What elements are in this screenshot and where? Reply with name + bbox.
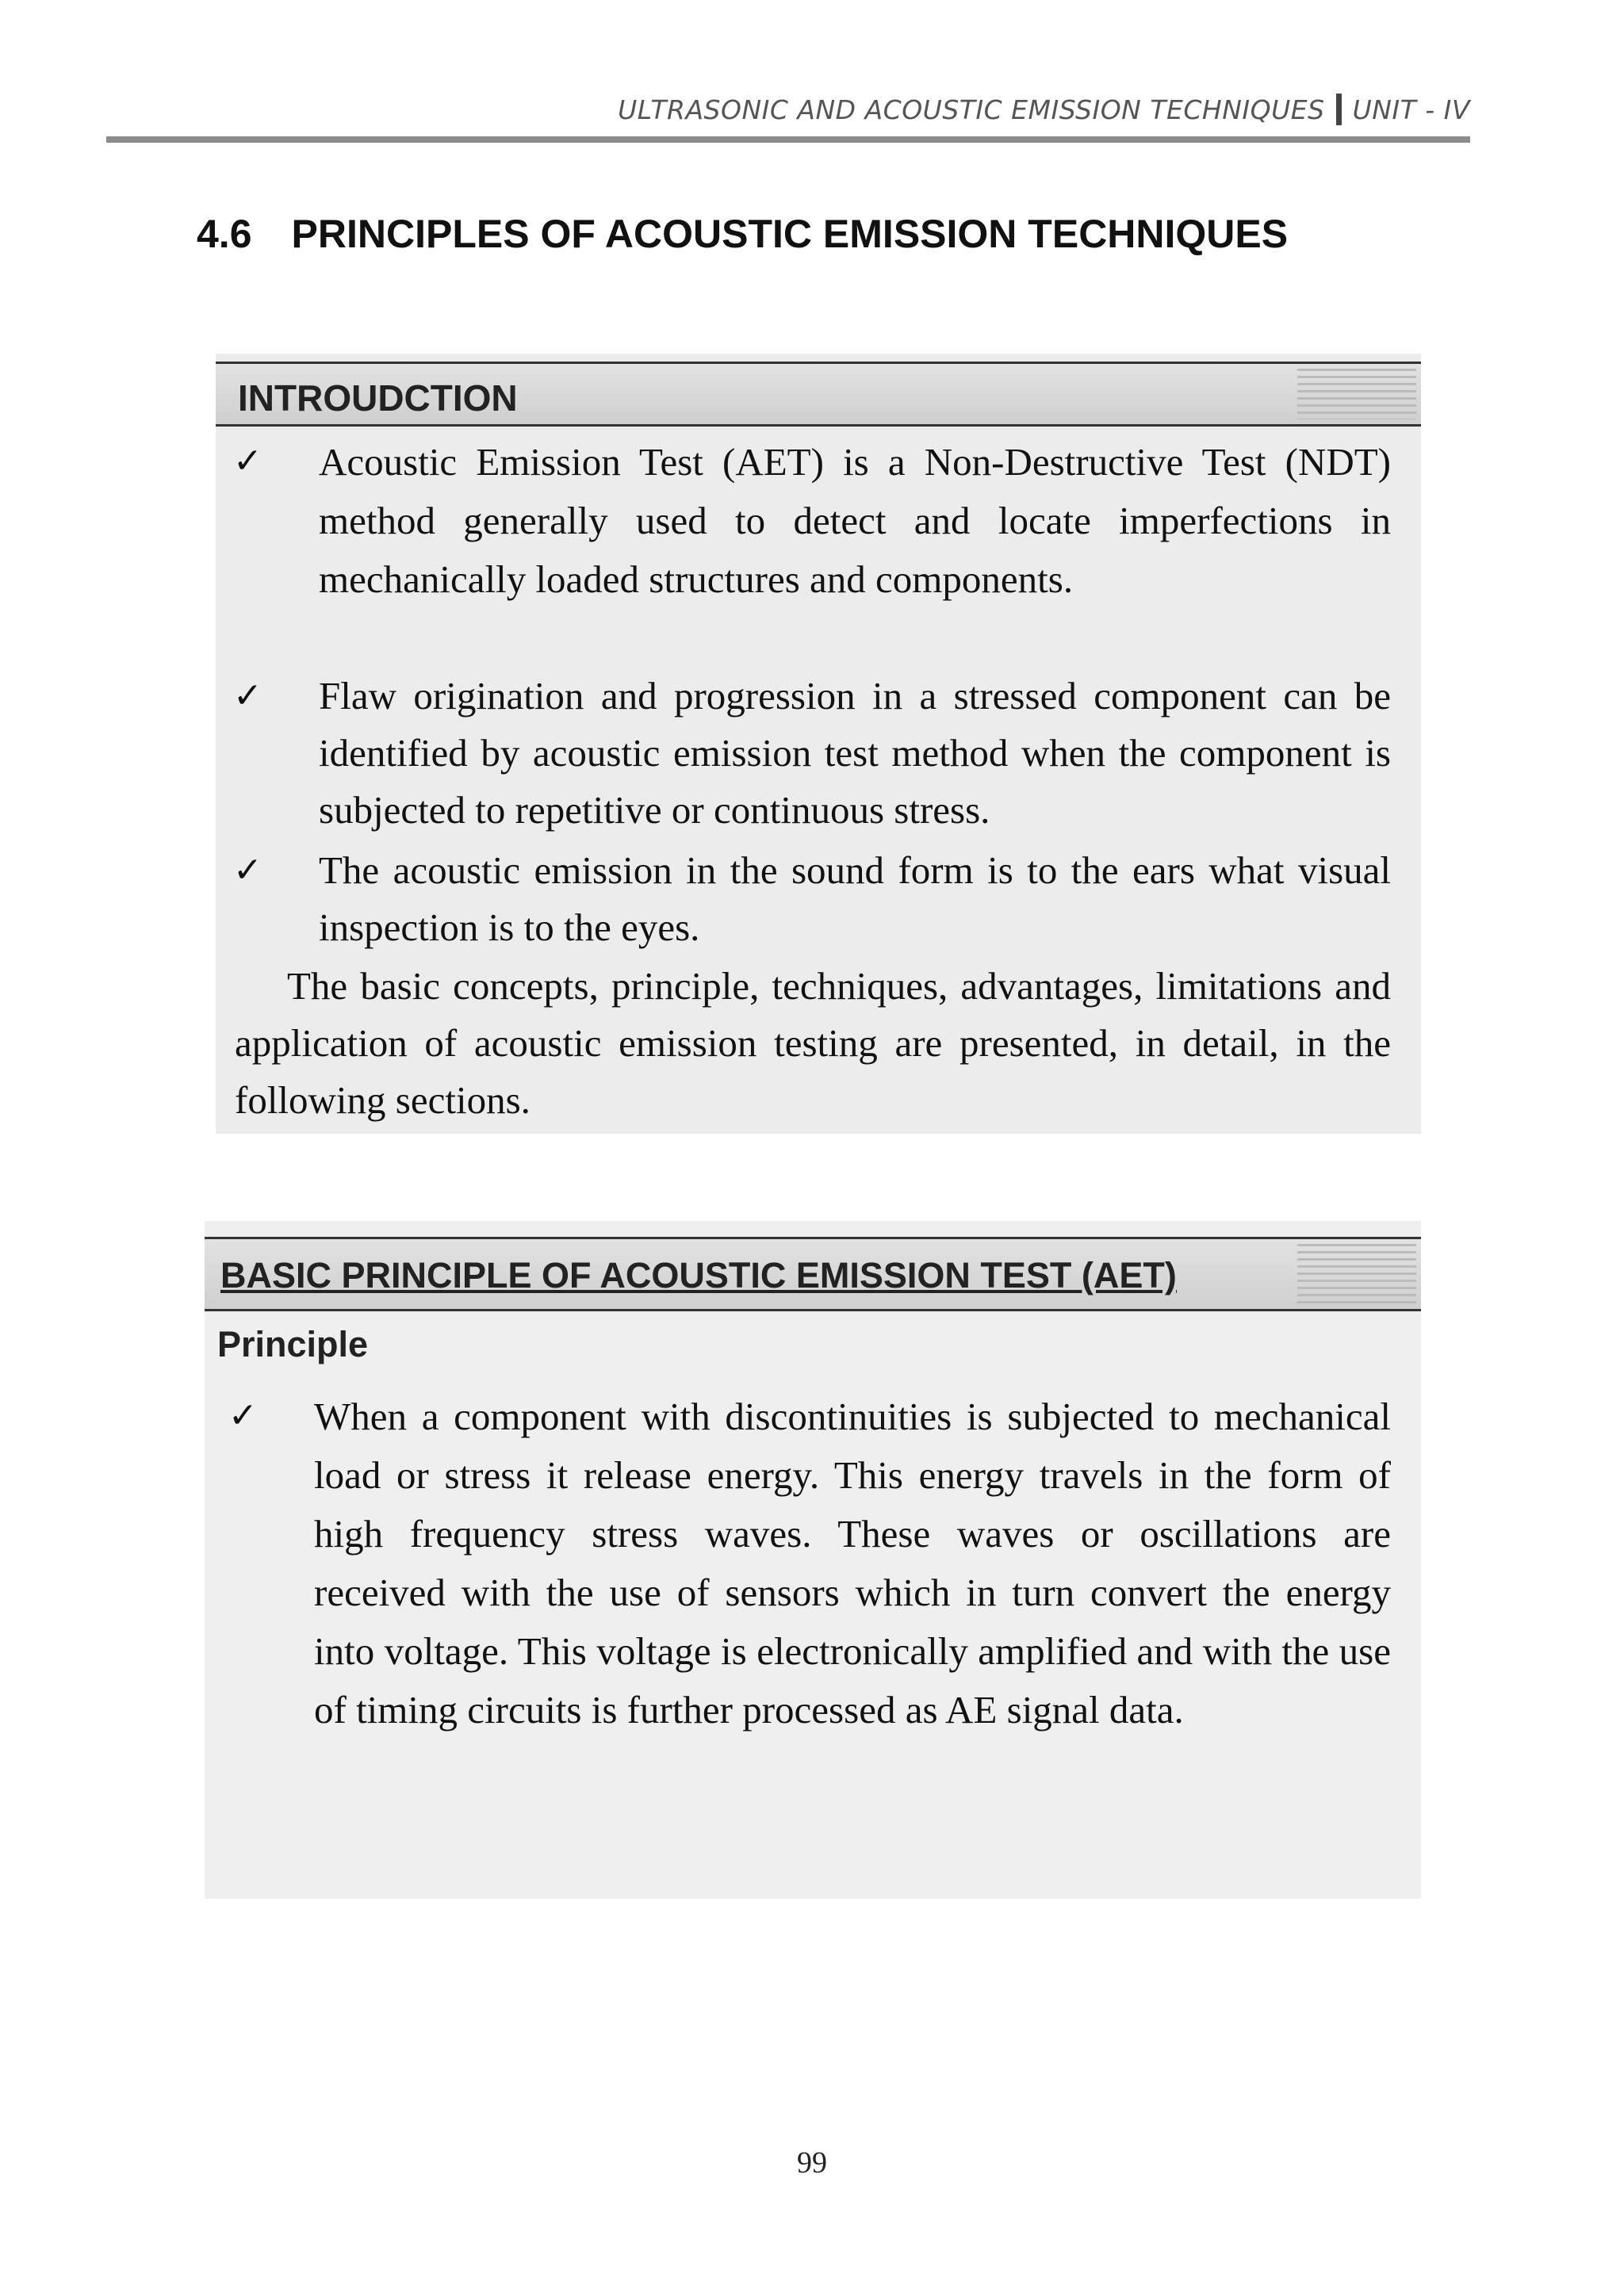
list-item	[205, 1387, 1391, 1739]
checkmark-icon: ✓	[228, 1395, 258, 1436]
heading-bar-texture	[1297, 369, 1416, 419]
running-header-title: ULTRASONIC AND ACOUSTIC EMISSION TECHNIQUES	[618, 94, 1325, 125]
list-item-text: When a component with discontinuities is subjected to mechanical load or stress it release energy. This energy travels in the form of high frequency stress waves. These waves or oscillations are received with the use of sensors which in turn convert the energy into voltage. This voltage is electronically amplified and with the use of timing circuits is further processed as AE signal data.	[314, 1395, 1391, 1732]
running-header-unit: UNIT - IV	[1352, 94, 1470, 125]
basic-principle-heading: BASIC PRINCIPLE OF ACOUSTIC EMISSION TEST (AET)	[220, 1255, 1177, 1295]
header-separator	[1336, 94, 1342, 125]
basic-principle-block	[205, 1221, 1421, 1899]
basic-principle-heading-bar	[205, 1237, 1421, 1311]
list-item-text: Acoustic Emission Test (AET) is a Non-Destructive Test (NDT) method generally used to detect and locate imperfections in mechanically loaded structures and components.	[319, 440, 1391, 601]
introduction-block	[216, 354, 1421, 1134]
list-item	[216, 842, 1391, 956]
introduction-heading-bar	[216, 362, 1421, 427]
heading-bar-texture	[1297, 1244, 1416, 1304]
list-item-text: Flaw origination and progression in a stressed component can be identified by acoustic emission test method when the component is subjected to repetitive or continuous stress.	[319, 674, 1391, 832]
list-item-text: The acoustic emission in the sound form is to the ears what visual inspection is to the eyes.	[319, 848, 1391, 949]
header-rule	[106, 136, 1470, 143]
introduction-paragraph: The basic concepts, principle, techniques, advantages, limitations and application of acoustic emission testing are presented, in detail, in the following sections.	[235, 964, 1391, 1122]
section-number: 4.6	[197, 212, 252, 256]
checkmark-icon: ✓	[233, 850, 262, 890]
checkmark-icon: ✓	[233, 675, 262, 716]
list-item	[216, 668, 1391, 839]
principle-subheading: Principle	[217, 1324, 369, 1364]
section-title	[197, 211, 1288, 257]
section-title-text: PRINCIPLES OF ACOUSTIC EMISSION TECHNIQUES	[291, 212, 1289, 256]
introduction-heading: INTROUDCTION	[238, 377, 518, 419]
running-header	[106, 94, 1470, 125]
checkmark-icon: ✓	[233, 441, 262, 481]
page-number: 99	[797, 2146, 827, 2179]
list-item	[216, 433, 1391, 609]
